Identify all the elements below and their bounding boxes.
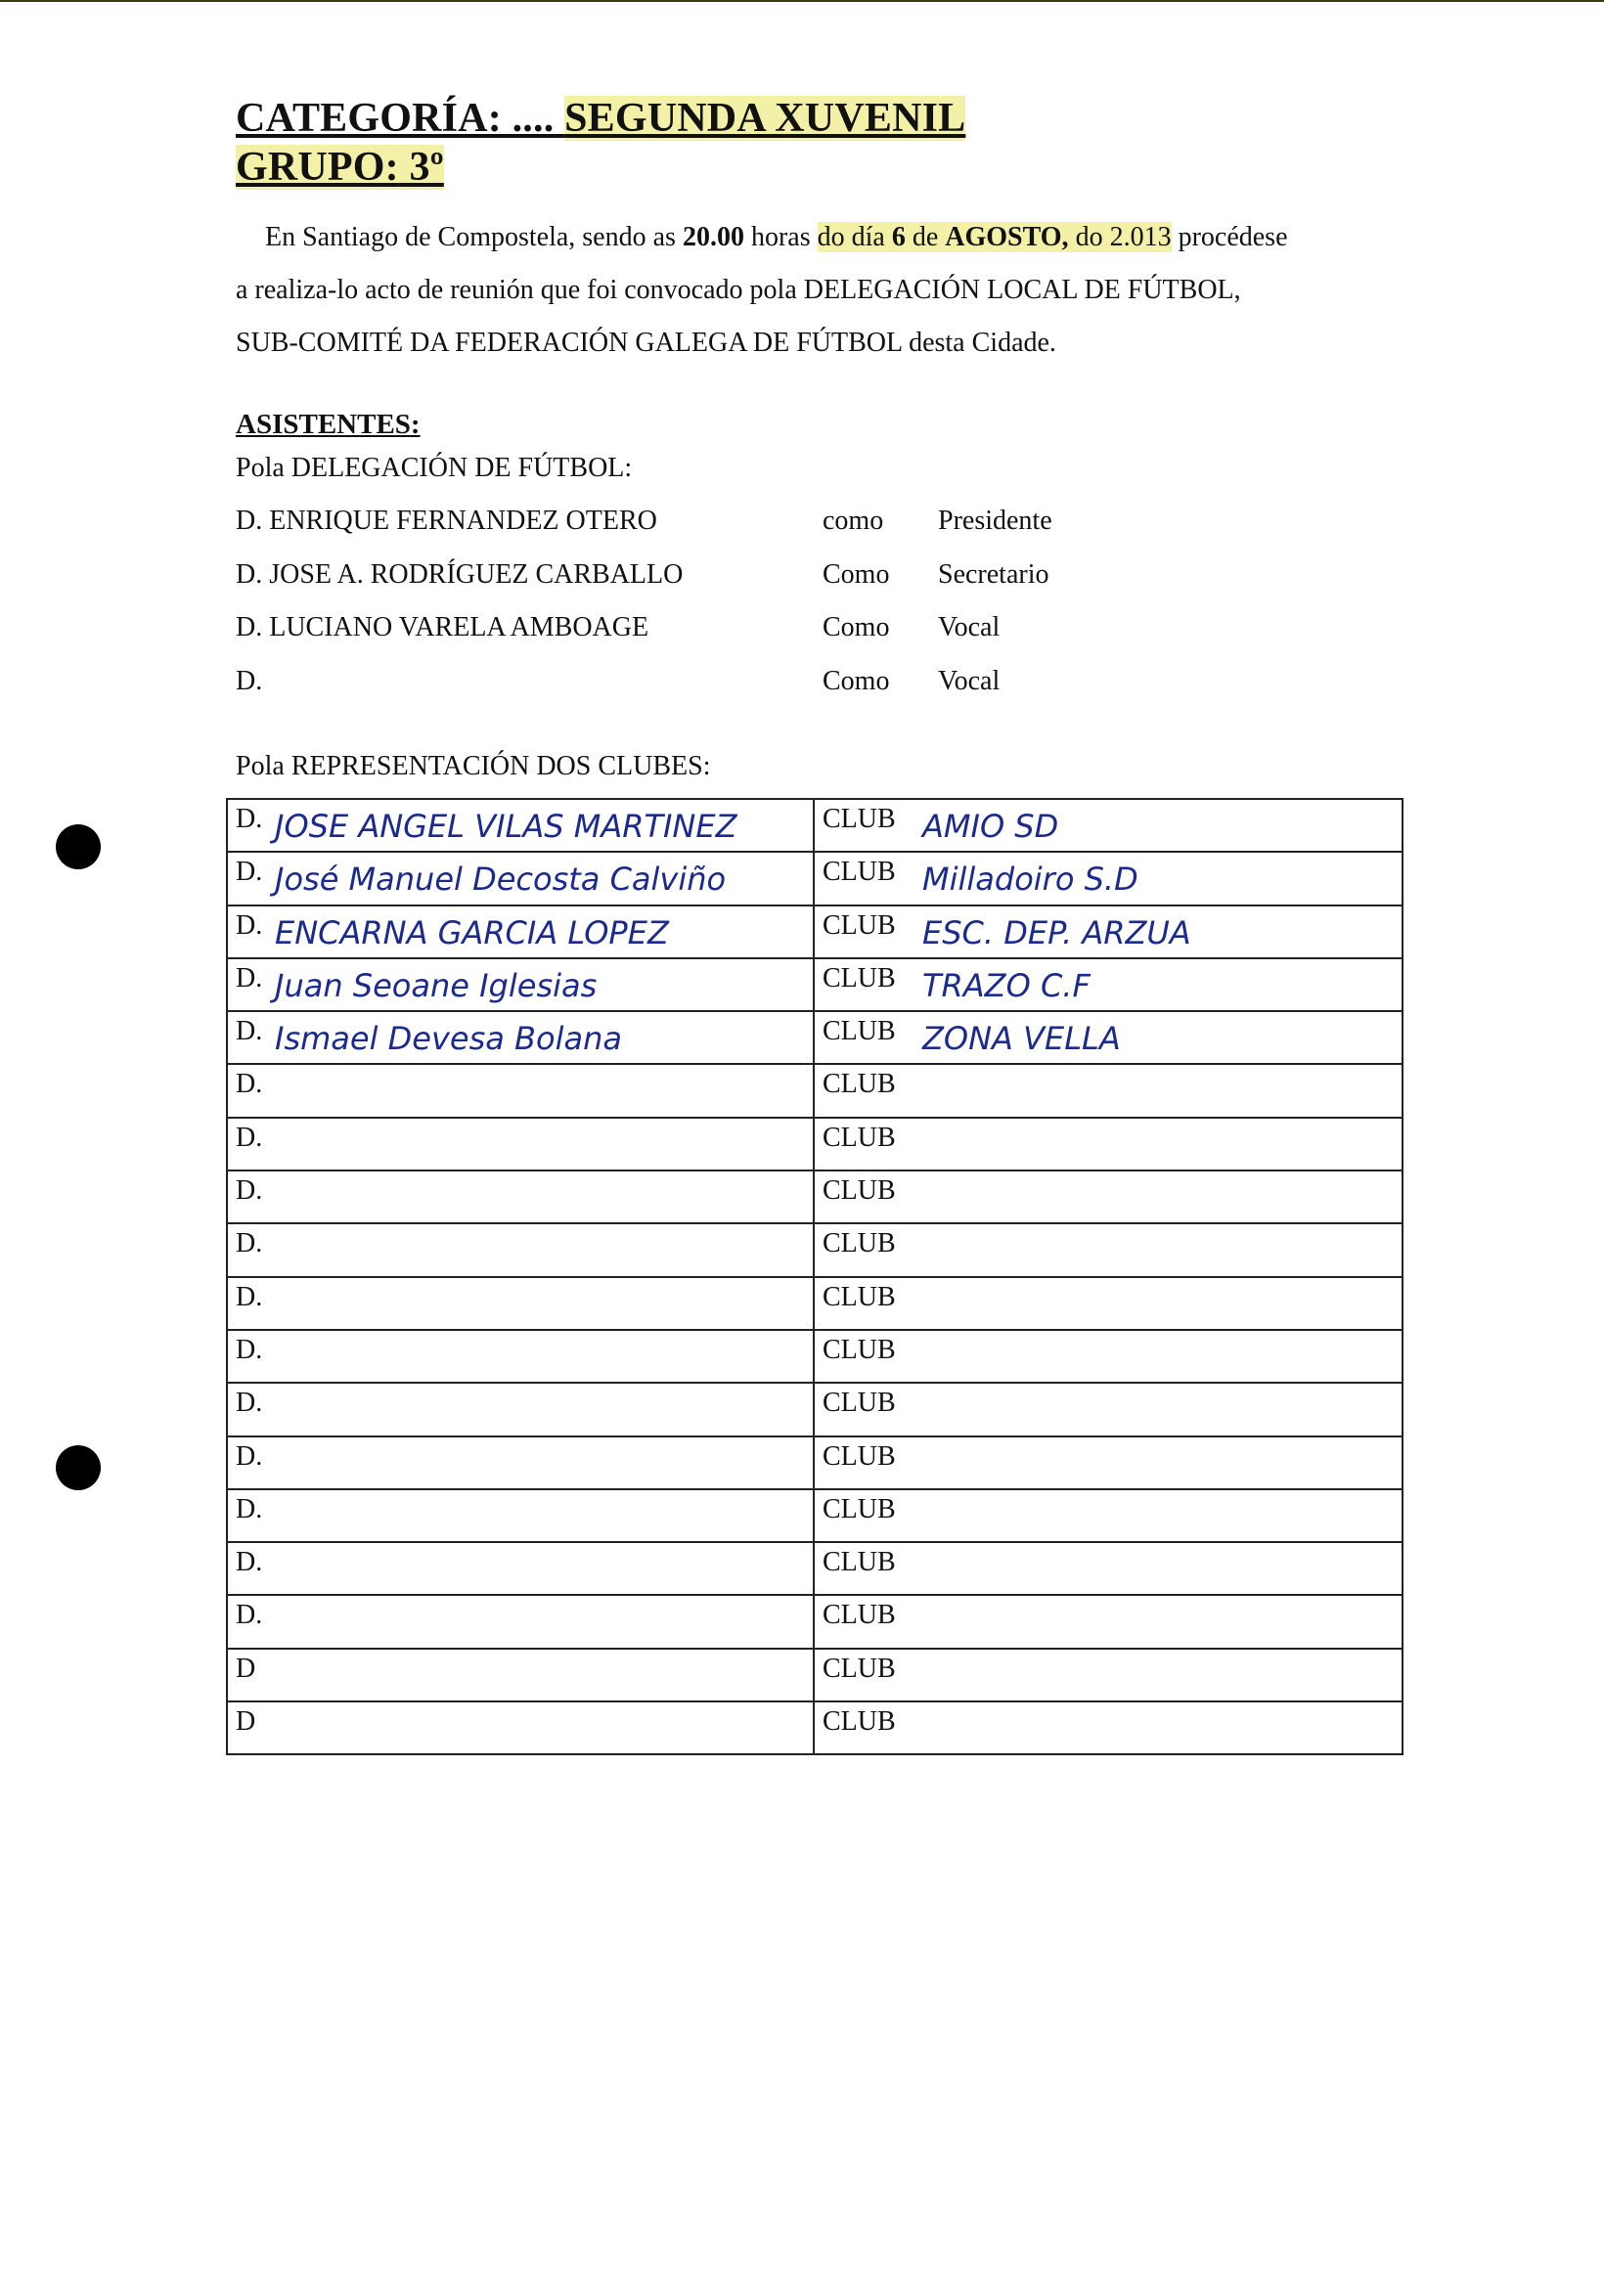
club-label: CLUB xyxy=(823,909,896,941)
meeting-year: do 2.013 xyxy=(1068,222,1172,252)
club-cell xyxy=(814,1277,1403,1330)
club-cell xyxy=(814,852,1403,905)
clubes-label: Pola REPRESENTACIÓN DOS CLUBES: xyxy=(236,751,711,781)
representative-cell xyxy=(227,1383,814,1435)
club-cell xyxy=(814,1170,1403,1223)
intro-line-2: a realiza-lo acto de reunión que foi convocado pola DELEGACIÓN LOCAL DE FÚTBOL, xyxy=(236,275,1241,305)
table-row xyxy=(227,1436,1403,1489)
meeting-day: 6 xyxy=(891,222,906,252)
intro-text: horas xyxy=(743,222,818,252)
table-row xyxy=(227,1595,1403,1648)
table-row xyxy=(227,1064,1403,1117)
representative-prefix: D. xyxy=(236,1122,263,1153)
club-label: CLUB xyxy=(823,1281,896,1312)
club-cell xyxy=(814,1701,1403,1754)
representative-name: Juan Seoane Iglesias xyxy=(275,966,598,1004)
group-text xyxy=(236,145,444,190)
representative-prefix: D. xyxy=(236,1069,263,1100)
representative-cell xyxy=(227,1489,814,1542)
member-como: como xyxy=(823,506,884,536)
representative-cell xyxy=(227,1701,814,1754)
member-name: D. LUCIANO VARELA AMBOAGE xyxy=(236,612,649,642)
representative-name: Ismael Devesa Bolana xyxy=(275,1020,622,1058)
representative-prefix: D. xyxy=(236,1440,263,1472)
club-cell xyxy=(814,905,1403,958)
intro-text: do día xyxy=(817,222,892,252)
club-label: CLUB xyxy=(823,804,896,834)
club-name: AMIO SD xyxy=(922,808,1059,845)
representative-prefix: D xyxy=(236,1653,256,1684)
representative-cell xyxy=(227,1223,814,1276)
representative-cell xyxy=(227,1330,814,1383)
scan-top-edge xyxy=(0,0,1604,2)
asistentes-heading: ASISTENTES: xyxy=(236,409,421,440)
club-cell xyxy=(814,958,1403,1011)
club-cell xyxy=(814,1330,1403,1383)
club-label: CLUB xyxy=(823,1440,896,1472)
representative-prefix: D. xyxy=(236,1175,263,1207)
member-row xyxy=(236,601,1404,655)
club-cell xyxy=(814,1595,1403,1648)
table-row xyxy=(227,1223,1403,1276)
intro-line-3: SUB-COMITÉ DA FEDERACIÓN GALEGA DE FÚTBOL desta Cidade. xyxy=(236,328,1056,358)
representative-cell xyxy=(227,1595,814,1648)
club-name: ZONA VELLA xyxy=(922,1020,1121,1058)
intro-text: de xyxy=(905,222,946,252)
meeting-date xyxy=(818,222,1172,252)
club-cell xyxy=(814,1011,1403,1064)
category-label: CATEGORÍA: .... xyxy=(236,96,555,141)
member-como: Como xyxy=(823,612,890,642)
representative-cell xyxy=(227,1649,814,1701)
representative-prefix: D. xyxy=(236,1016,263,1047)
club-cell xyxy=(814,1223,1403,1276)
intro-line-1 xyxy=(236,211,1404,264)
table-row xyxy=(227,1383,1403,1435)
intro-text: En Santiago de Compostela, sendo as xyxy=(265,222,683,252)
representative-prefix: D. xyxy=(236,1493,263,1524)
meeting-time: 20.00 xyxy=(682,222,744,252)
representative-cell xyxy=(227,799,814,852)
club-cell xyxy=(814,1436,1403,1489)
club-name: Milladoiro S.D xyxy=(922,861,1138,899)
table-row xyxy=(227,905,1403,958)
representative-prefix: D. xyxy=(236,804,263,834)
clubs-table xyxy=(226,798,1404,1755)
club-label: CLUB xyxy=(823,1016,896,1047)
representative-prefix: D. xyxy=(236,1281,263,1312)
club-label: CLUB xyxy=(823,1653,896,1684)
intro-paragraph xyxy=(236,211,1404,370)
intro-text: procédese xyxy=(1171,222,1288,252)
member-name: D. xyxy=(236,665,263,696)
delegacion-label: Pola DELEGACIÓN DE FÚTBOL: xyxy=(236,453,633,483)
representative-prefix: D. xyxy=(236,1547,263,1578)
table-row xyxy=(227,958,1403,1011)
club-label: CLUB xyxy=(823,1069,896,1100)
table-row xyxy=(227,1011,1403,1064)
club-label: CLUB xyxy=(823,1175,896,1207)
representative-prefix: D. xyxy=(236,1600,263,1631)
punch-hole xyxy=(56,824,101,869)
club-label: CLUB xyxy=(823,1388,896,1419)
club-cell xyxy=(814,1649,1403,1701)
club-name: ESC. DEP. ARZUA xyxy=(922,913,1191,951)
club-cell xyxy=(814,1542,1403,1595)
member-row xyxy=(236,549,1404,602)
category-value: SEGUNDA XUVENIL xyxy=(564,96,966,141)
table-row xyxy=(227,1542,1403,1595)
club-label: CLUB xyxy=(823,1600,896,1631)
member-name: D. ENRIQUE FERNANDEZ OTERO xyxy=(236,506,657,536)
member-name: D. JOSE A. RODRÍGUEZ CARBALLO xyxy=(236,558,684,590)
representative-prefix: D. xyxy=(236,1228,263,1259)
table-row xyxy=(227,1170,1403,1223)
group-value: 3º xyxy=(409,145,444,190)
table-row xyxy=(227,1277,1403,1330)
table-row xyxy=(227,1701,1403,1754)
representative-cell xyxy=(227,1011,814,1064)
table-row xyxy=(227,799,1403,852)
club-label: CLUB xyxy=(823,1228,896,1259)
representative-cell xyxy=(227,1277,814,1330)
club-label: CLUB xyxy=(823,1706,896,1738)
club-cell xyxy=(814,799,1403,852)
member-como: Como xyxy=(823,665,890,696)
member-role: Secretario xyxy=(938,558,1049,590)
representative-prefix: D. xyxy=(236,1388,263,1419)
meeting-month: AGOSTO, xyxy=(945,222,1069,252)
representative-prefix: D. xyxy=(236,1334,263,1365)
club-cell xyxy=(814,1489,1403,1542)
table-row xyxy=(227,1649,1403,1701)
representative-cell xyxy=(227,1118,814,1170)
club-label: CLUB xyxy=(823,1334,896,1365)
representative-cell xyxy=(227,1436,814,1489)
table-row xyxy=(227,1118,1403,1170)
table-row xyxy=(227,1489,1403,1542)
category-title xyxy=(236,94,1404,143)
document-page xyxy=(236,94,1404,786)
member-como: Como xyxy=(823,558,890,590)
club-label: CLUB xyxy=(823,857,896,888)
representative-name: José Manuel Decosta Calviño xyxy=(275,861,727,899)
club-label: CLUB xyxy=(823,962,896,993)
representative-cell xyxy=(227,1542,814,1595)
member-role: Vocal xyxy=(938,612,1001,642)
representative-name: ENCARNA GARCIA LOPEZ xyxy=(275,913,669,951)
member-row xyxy=(236,655,1404,709)
club-cell xyxy=(814,1064,1403,1117)
table-row xyxy=(227,852,1403,905)
representative-prefix: D xyxy=(236,1706,256,1738)
club-label: CLUB xyxy=(823,1122,896,1153)
club-cell xyxy=(814,1383,1403,1435)
member-role: Presidente xyxy=(938,506,1052,536)
representative-cell xyxy=(227,852,814,905)
representative-cell xyxy=(227,1064,814,1117)
representative-prefix: D. xyxy=(236,909,263,941)
club-label: CLUB xyxy=(823,1493,896,1524)
representative-prefix: D. xyxy=(236,962,263,993)
representative-prefix: D. xyxy=(236,857,263,888)
club-cell xyxy=(814,1118,1403,1170)
table-row xyxy=(227,1330,1403,1383)
member-row xyxy=(236,495,1404,549)
member-role: Vocal xyxy=(938,665,1001,696)
representative-cell xyxy=(227,958,814,1011)
club-label: CLUB xyxy=(823,1547,896,1578)
punch-hole xyxy=(56,1445,101,1490)
representative-cell xyxy=(227,905,814,958)
representative-cell xyxy=(227,1170,814,1223)
group-label: GRUPO: xyxy=(236,145,399,190)
representative-name: JOSE ANGEL VILAS MARTINEZ xyxy=(275,808,737,845)
club-name: TRAZO C.F xyxy=(922,966,1091,1004)
group-title xyxy=(236,143,1404,192)
